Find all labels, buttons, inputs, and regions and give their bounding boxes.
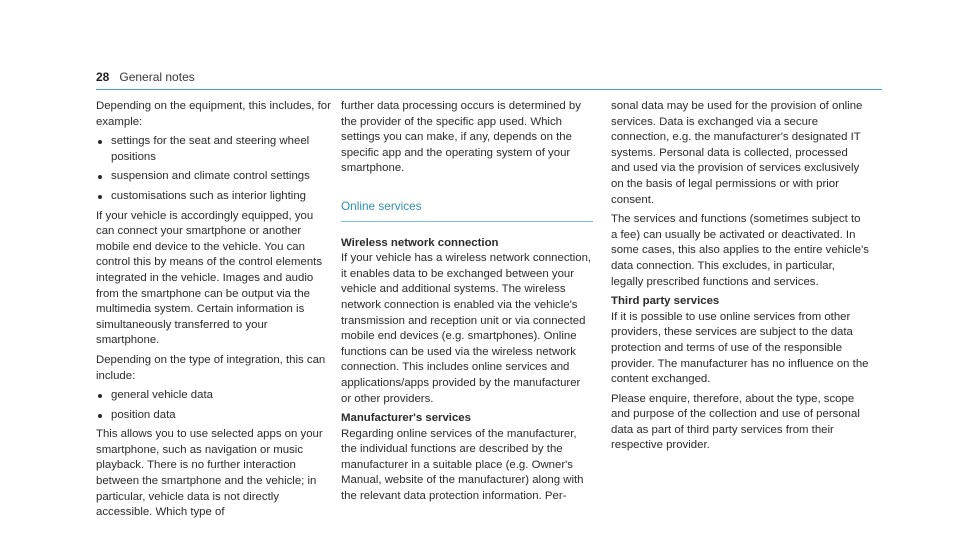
paragraph: Please enquire, therefore, about the type, scope and purpose of the collection and use of personal data as part of third party services from their respective provider.: [611, 392, 860, 452]
list-item: settings for the seat and steering wheel positions: [96, 134, 332, 165]
list-item: position data: [96, 408, 332, 424]
subheading: Manufacturer's services: [341, 412, 471, 425]
column-1: [96, 99, 332, 525]
paragraph: This allows you to use selected apps on your smartphone, such as navigation or music playback. There is no further interaction between the smartphone and the vehicle; in particular, vehicle data is not directly accessible. Which type of: [96, 428, 323, 519]
subheading: Third party services: [611, 295, 720, 308]
page-header: [96, 70, 195, 84]
paragraph: Regarding online services of the manufacturer, the individual functions are described by the manufacturer in a suitable place (e.g. Owner's Manual, website of the manufacturer) along with the relevant data protection information. Per-: [341, 427, 584, 503]
section-title: General notes: [119, 70, 195, 84]
subheading: Wireless network connection: [341, 236, 499, 249]
bullet-list: [96, 134, 332, 204]
paragraph: further data processing occurs is determined by the provider of the specific app used. Which settings you can make, if any, depends on the specific app and the operating system of your smartphone.: [341, 100, 581, 175]
header-divider: [96, 89, 882, 90]
list-item: suspension and climate control settings: [96, 169, 332, 185]
paragraph: If your vehicle has a wireless network connection, it enables data to be exchanged between your vehicle and additional systems. The wireless network connection is enabled via the vehicle's transmission and reception unit or via connected mobile end devices (e.g. smartphones). Online functions can be used via the wireless network connection. This includes online services and applications/apps provided by the manufacturer or other providers.: [341, 252, 592, 405]
section-divider: [341, 221, 593, 222]
list-item: general vehicle data: [96, 388, 332, 404]
column-3: [611, 99, 869, 458]
paragraph: Depending on the type of integration, this can include:: [96, 353, 326, 382]
paragraph: If it is possible to use online services from other providers, these services are subject to the data protection and terms of use of the responsible provider. The manufacturer has no influence on the content exchanged.: [611, 310, 869, 386]
bullet-list: [96, 388, 332, 423]
paragraph: The services and functions (sometimes subject to a fee) can usually be activated or deactivated. In some cases, this also applies to the entire vehicle's data connection. This excludes, in particular, legally prescribed functions and services.: [611, 213, 869, 288]
paragraph: Depending on the equipment, this includes, for example:: [96, 100, 331, 128]
paragraph: sonal data may be used for the provision of online services. Data is exchanged via a secure connection, e.g. the manufacturer's designated IT systems. Personal data is collected, processed and used via the provision of services exclusively on the basis of legal permissions or with prior consent.: [611, 100, 863, 206]
page-number: 28: [96, 70, 110, 84]
paragraph: If your vehicle is accordingly equipped, you can connect your smartphone or another mobile end device to the vehicle. You can control this by means of the control elements integrated in the vehicle. Images and audio from the smartphone can be output via the multimedia system. Certain information is simultaneously transferred to your smartphone.: [96, 209, 323, 347]
list-item: customisations such as interior lighting: [96, 189, 332, 205]
online-services-heading: Online services: [341, 198, 422, 213]
column-2: [341, 99, 593, 509]
